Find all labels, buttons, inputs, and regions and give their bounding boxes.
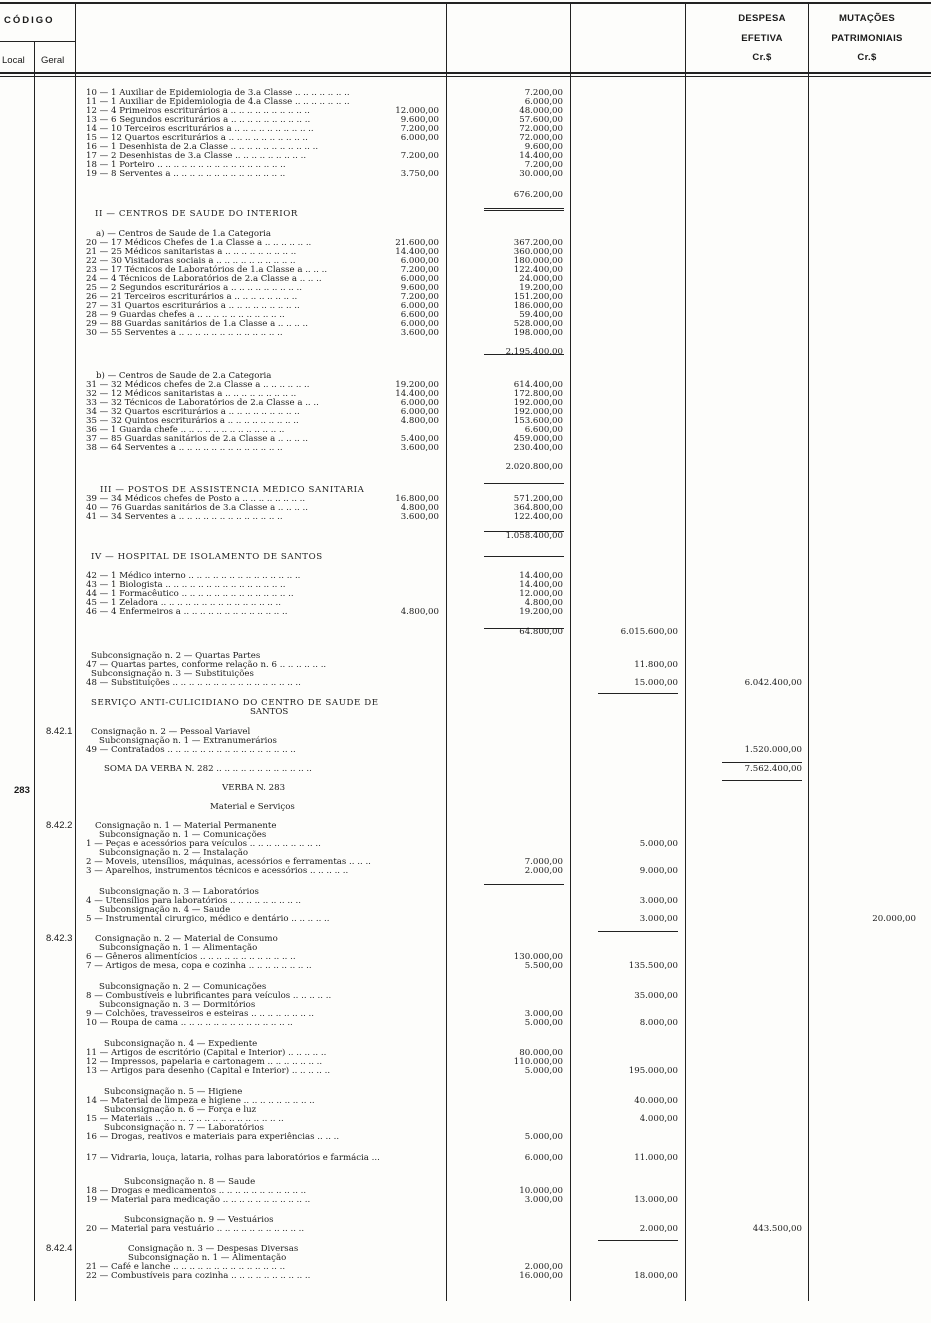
line-label: Subconsignação n. 4 — Saude <box>99 905 231 915</box>
despesa-heading-2: EFETIVA <box>741 33 783 44</box>
amount-c1: 21.600,00 <box>395 238 439 248</box>
amount-c2: 19.200,00 <box>519 607 563 617</box>
amount-c2: 9.600,00 <box>524 142 563 152</box>
amount-c1: 3.600,00 <box>400 328 439 338</box>
line-label: 37 — 85 Guardas sanitários de 2.a Classe a .. .. .. .. <box>86 434 308 444</box>
line-label: 18 — Drogas e medicamentos .. .. .. .. .. .. .. .. .. .. .. <box>86 1186 307 1196</box>
line-label: 44 — 1 Formacêutico .. .. .. .. .. .. .. .. .. .. .. .. .. .. <box>86 589 294 599</box>
sum-rule <box>484 208 564 209</box>
line-label: 14 — Material de limpeza e higiene .. .. .. .. .. .. .. .. .. <box>86 1096 315 1106</box>
sum-rule <box>484 483 564 484</box>
amount-c2: 48.000,00 <box>519 106 563 116</box>
line-label: Subconsignação n. 1 — Comunicações <box>99 830 267 840</box>
line-label: 8 — Combustíveis e lubrificantes para veículos .. .. .. .. .. <box>86 991 332 1001</box>
sum-rule <box>484 884 564 885</box>
line-label: 24 — 4 Técnicos de Laboratórios de 2.a Classe a .. .. .. <box>86 274 322 284</box>
line-label: III — POSTOS DE ASSISTÊNCIA MÉDICO SANITÁRIA <box>100 485 365 495</box>
amount-c1: 6.000,00 <box>400 319 439 329</box>
line-label: Consignação n. 3 — Despesas Diversas <box>128 1244 299 1254</box>
amount-c3: 5.000,00 <box>639 839 678 849</box>
amount-c2: 57.600,00 <box>519 115 563 125</box>
amount-c2: 7.200,00 <box>524 88 563 98</box>
top-rule <box>0 2 931 4</box>
line-label: 25 — 2 Segundos escriturários a .. .. .. .. .. .. .. .. .. <box>86 283 302 293</box>
line-label: 6 — Gêneros alimentícios .. .. .. .. .. .. .. .. .. .. .. .. <box>86 952 296 962</box>
amount-c2: 59.400,00 <box>519 310 563 320</box>
amount-c2: 30.000,00 <box>519 169 563 179</box>
line-label: 16 — 1 Desenhista de 2.a Classe .. .. .. .. .. .. .. .. .. .. .. <box>86 142 319 152</box>
amount-c2: 5.000,00 <box>524 1132 563 1142</box>
line-label: 46 — 4 Enfermeiros a .. .. .. .. .. .. .. .. .. .. .. .. .. <box>86 607 288 617</box>
amount-c1: 6.600,00 <box>400 310 439 320</box>
line-label: 30 — 55 Serventes a .. .. .. .. .. .. .. .. .. .. .. .. .. <box>86 328 283 338</box>
code-geral: 8.42.4 <box>46 1243 73 1254</box>
amount-c2: 459.000,00 <box>513 434 563 444</box>
amount-c2: 571.200,00 <box>513 494 563 504</box>
amount-c1: 6.000,00 <box>400 398 439 408</box>
mutacoes-heading-1: MUTAÇÕES <box>838 13 896 24</box>
line-label: 31 — 32 Médicos chefes de 2.a Classe a .. .. .. .. .. .. <box>86 380 310 390</box>
line-label: 18 — 1 Porteiro .. .. .. .. .. .. .. .. .. .. .. .. .. .. .. .. <box>86 160 286 170</box>
amount-c2: 6.600,00 <box>524 425 563 435</box>
amount-c2: 3.000,00 <box>524 1009 563 1019</box>
column-rule-c2 <box>570 4 571 1301</box>
mutacoes-heading-2: PATRIMONIAIS <box>831 33 903 44</box>
amount-c2: 192.000,00 <box>513 398 563 408</box>
sum-rule <box>598 693 678 694</box>
sum-rule <box>484 556 564 557</box>
line-label: Subconsignação n. 4 — Expediente <box>104 1039 258 1049</box>
column-rule-c4 <box>808 4 809 1301</box>
line-label: 27 — 31 Quartos escriturários a .. .. .. .. .. .. .. .. .. <box>86 301 300 311</box>
line-label: Subconsignação n. 2 — Comunicações <box>99 982 267 992</box>
line-label: 36 — 1 Guarda chefe .. .. .. .. .. .. .. .. .. .. .. .. .. <box>86 425 285 435</box>
amount-c2: 110.000,00 <box>513 1057 563 1067</box>
header-bottom-rule <box>0 72 931 74</box>
amount-c2: 676.200,00 <box>513 190 563 200</box>
local-heading: Local <box>2 55 25 66</box>
code-local: 283 <box>14 785 30 796</box>
amount-c2: 614.400,00 <box>513 380 563 390</box>
line-label: 16 — Drogas, reativos e materiais para experiências .. .. .. <box>86 1132 340 1142</box>
line-label: Consignação n. 2 — Material de Consumo <box>95 934 278 944</box>
line-label: SERVIÇO ANTI-CULICIDIANO DO CENTRO DE SAUDE DE <box>91 698 379 708</box>
amount-c3: 3.000,00 <box>639 914 678 924</box>
header-bottom-rule-2 <box>0 76 931 77</box>
line-label: 21 — 25 Médicos sanitaristas a .. .. .. .. .. .. .. .. .. <box>86 247 297 257</box>
amount-c2: 14.400,00 <box>519 151 563 161</box>
amount-c4: 443.500,00 <box>752 1224 802 1234</box>
line-label: 38 — 64 Serventes a .. .. .. .. .. .. .. .. .. .. .. .. .. <box>86 443 283 453</box>
line-label: 20 — Material para vestuário .. .. .. .. .. .. .. .. .. .. .. <box>86 1224 305 1234</box>
line-label: 17 — Vidraria, louça, lataria, rolhas para laboratórios e farmácia ... <box>86 1153 380 1163</box>
line-label: 45 — 1 Zeladora .. .. .. .. .. .. .. .. .. .. .. .. .. .. .. <box>86 598 281 608</box>
column-rule-c3 <box>685 4 686 1301</box>
amount-c3: 13.000,00 <box>634 1195 678 1205</box>
line-label: Subconsignação n. 3 — Laboratórios <box>99 887 259 897</box>
sum-rule <box>722 780 802 781</box>
amount-c2: 5.500,00 <box>524 961 563 971</box>
line-label: 3 — Aparelhos, instrumentos técnicos e acessórios .. .. .. .. .. <box>86 866 349 876</box>
sum-rule <box>722 762 802 763</box>
line-label: 22 — Combustíveis para cozinha .. .. .. .. .. .. .. .. .. .. <box>86 1271 311 1281</box>
line-label: Subconsignação n. 3 — Substituições <box>91 669 254 679</box>
amount-c1: 12.000,00 <box>395 106 439 116</box>
line-label: 41 — 34 Serventes a .. .. .. .. .. .. .. .. .. .. .. .. .. <box>86 512 283 522</box>
line-label: II — CENTROS DE SAUDE DO INTERIOR <box>95 209 298 219</box>
amount-c2: 367.200,00 <box>513 238 563 248</box>
amount-c2: 6.000,00 <box>524 97 563 107</box>
line-label: SOMA DA VERBA N. 282 .. .. .. .. .. .. .. .. .. .. .. .. <box>104 764 312 774</box>
line-label: 4 — Utensílios para laboratórios .. .. .. .. .. .. .. .. .. <box>86 896 302 906</box>
amount-c3: 3.000,00 <box>639 896 678 906</box>
line-label: 34 — 32 Quartos escriturários a .. .. .. .. .. .. .. .. .. <box>86 407 300 417</box>
amount-c3: 6.015.600,00 <box>620 627 678 637</box>
line-label: a) — Centros de Saude de 1.a Categoria <box>96 229 272 239</box>
amount-c1: 6.000,00 <box>400 407 439 417</box>
line-label: 11 — Artigos de escritório (Capital e Interior) .. .. .. .. .. <box>86 1048 327 1058</box>
line-label: VERBA N. 283 <box>222 783 286 793</box>
line-label: 47 — Quartas partes, conforme relação n. 6 .. .. .. .. .. .. <box>86 660 327 670</box>
amount-c3: 11.000,00 <box>634 1153 678 1163</box>
line-label: 17 — 2 Desenhistas de 3.a Classe .. .. .. .. .. .. .. .. .. <box>86 151 307 161</box>
amount-c1: 7.200,00 <box>400 124 439 134</box>
amount-c2: 122.400,00 <box>513 512 563 522</box>
amount-c3: 18.000,00 <box>634 1271 678 1281</box>
amount-c1: 16.800,00 <box>395 494 439 504</box>
amount-c2: 230.400,00 <box>513 443 563 453</box>
amount-c2: 19.200,00 <box>519 283 563 293</box>
sum-rule <box>484 210 564 211</box>
amount-c2: 2.000,00 <box>524 1262 563 1272</box>
amount-c3: 40.000,00 <box>634 1096 678 1106</box>
amount-c1: 9.600,00 <box>400 283 439 293</box>
code-geral: 8.42.1 <box>46 726 73 737</box>
amount-c1: 14.400,00 <box>395 389 439 399</box>
line-label: 15 — Materiais .. .. .. .. .. .. .. .. .. .. .. .. .. .. .. .. <box>86 1114 284 1124</box>
amount-c3: 15.000,00 <box>634 678 678 688</box>
amount-c4: 1.520.000,00 <box>744 745 802 755</box>
line-label: 42 — 1 Médico interno .. .. .. .. .. .. .. .. .. .. .. .. .. .. <box>86 571 301 581</box>
line-label: 9 — Colchões, travesseiros e esteiras .. .. .. .. .. .. .. .. <box>86 1009 315 1019</box>
amount-c2: 151.200,00 <box>513 292 563 302</box>
column-rule-geral <box>75 4 76 1301</box>
amount-c2: 7.000,00 <box>524 857 563 867</box>
amount-c2: 7.200,00 <box>524 160 563 170</box>
amount-c1: 4.800,00 <box>400 503 439 513</box>
sum-rule <box>598 931 678 932</box>
line-label: 13 — 6 Segundos escriturários a .. .. .. .. .. .. .. .. .. .. <box>86 115 311 125</box>
amount-c2: 12.000,00 <box>519 589 563 599</box>
amount-c4: 7.562.400,00 <box>744 764 802 774</box>
line-label: 21 — Café e lanche .. .. .. .. .. .. .. .. .. .. .. .. .. .. <box>86 1262 286 1272</box>
amount-c2: 364.800,00 <box>513 503 563 513</box>
amount-c2: 80.000,00 <box>519 1048 563 1058</box>
amount-c3: 8.000,00 <box>639 1018 678 1028</box>
line-label: Subconsignação n. 3 — Dormitórios <box>99 1000 256 1010</box>
line-label: 32 — 12 Médicos sanitaristas a .. .. .. .. .. .. .. .. .. <box>86 389 297 399</box>
line-label: 12 — 4 Primeiros escriturários a .. .. .. .. .. .. .. .. .. .. <box>86 106 310 116</box>
line-label: 19 — Material para medicação .. .. .. .. .. .. .. .. .. .. .. <box>86 1195 311 1205</box>
amount-c2: 10.000,00 <box>519 1186 563 1196</box>
amount-c1: 9.600,00 <box>400 115 439 125</box>
amount-c5: 20.000,00 <box>872 914 916 924</box>
line-label: 13 — Artigos para desenho (Capital e Interior) .. .. .. .. .. <box>86 1066 331 1076</box>
line-label: Material e Serviços <box>210 802 295 812</box>
amount-c2: 130.000,00 <box>513 952 563 962</box>
amount-c3: 9.000,00 <box>639 866 678 876</box>
amount-c1: 6.000,00 <box>400 301 439 311</box>
line-label: Subconsignação n. 1 — Alimentação <box>99 943 258 953</box>
line-label: 33 — 32 Técnicos de Laboratórios de 2.a Classe a .. .. <box>86 398 319 408</box>
line-label: 10 — 1 Auxiliar de Epidemiologia de 3.a Classe .. .. .. .. .. .. .. <box>86 88 350 98</box>
line-label: 43 — 1 Biologista .. .. .. .. .. .. .. .. .. .. .. .. .. .. .. <box>86 580 286 590</box>
amount-c2: 14.400,00 <box>519 571 563 581</box>
amount-c3: 2.000,00 <box>639 1224 678 1234</box>
amount-c1: 3.600,00 <box>400 443 439 453</box>
amount-c3: 4.000,00 <box>639 1114 678 1124</box>
line-label: Subconsignação n. 2 — Quartas Partes <box>91 651 261 661</box>
amount-c1: 6.000,00 <box>400 256 439 266</box>
despesa-heading-1: DESPESA <box>738 13 786 24</box>
line-label: 1 — Peças e acessórios para veículos .. .. .. .. .. .. .. .. .. <box>86 839 321 849</box>
amount-c2: 2.020.800,00 <box>505 462 563 472</box>
line-label: SANTOS <box>250 707 289 717</box>
line-label: 23 — 17 Técnicos de Laboratórios de 1.a Classe a .. .. .. <box>86 265 328 275</box>
line-label: Subconsignação n. 6 — Força e luz <box>104 1105 257 1115</box>
line-label: 28 — 9 Guardas chefes a .. .. .. .. .. .. .. .. .. .. .. <box>86 310 285 320</box>
line-label: Subconsignação n. 8 — Saude <box>124 1177 256 1187</box>
line-label: 35 — 32 Quintos escriturários a .. .. .. .. .. .. .. .. .. <box>86 416 299 426</box>
line-label: 26 — 21 Terceiros escriturários a .. .. .. .. .. .. .. .. <box>86 292 298 302</box>
amount-c1: 6.000,00 <box>400 274 439 284</box>
amount-c1: 7.200,00 <box>400 151 439 161</box>
amount-c1: 3.750,00 <box>400 169 439 179</box>
amount-c2: 4.800,00 <box>524 598 563 608</box>
amount-c2: 180.000,00 <box>513 256 563 266</box>
amount-c2: 5.000,00 <box>524 1066 563 1076</box>
amount-c2: 186.000,00 <box>513 301 563 311</box>
amount-c1: 5.400,00 <box>400 434 439 444</box>
line-label: Consignação n. 1 — Material Permanente <box>95 821 277 831</box>
mutacoes-heading-3: Cr.$ <box>857 52 877 63</box>
line-label: 14 — 10 Terceiros escriturários a .. .. .. .. .. .. .. .. .. .. <box>86 124 314 134</box>
amount-c1: 14.400,00 <box>395 247 439 257</box>
line-label: b) — Centros de Saude de 2.a Categoria <box>96 371 272 381</box>
amount-c2: 153.600,00 <box>513 416 563 426</box>
line-label: Subconsignação n. 7 — Laboratórios <box>104 1123 264 1133</box>
code-geral: 8.42.3 <box>46 933 73 944</box>
line-label: Subconsignação n. 5 — Higiene <box>104 1087 243 1097</box>
line-label: 29 — 88 Guardas sanitários de 1.a Classe a .. .. .. .. <box>86 319 308 329</box>
line-label: Subconsignação n. 1 — Alimentação <box>128 1253 287 1263</box>
codigo-sub-rule <box>0 41 75 42</box>
amount-c1: 4.800,00 <box>400 607 439 617</box>
column-rule-local <box>34 41 35 1301</box>
amount-c3: 35.000,00 <box>634 991 678 1001</box>
amount-c3: 135.500,00 <box>628 961 678 971</box>
line-label: 20 — 17 Médicos Chefes de 1.a Classe a .. .. .. .. .. .. <box>86 238 312 248</box>
line-label: 39 — 34 Médicos chefes de Posto a .. .. .. .. .. .. .. .. <box>86 494 306 504</box>
amount-c1: 4.800,00 <box>400 416 439 426</box>
line-label: 2 — Moveis, utensílios, máquinas, acessórios e ferramentas .. .. .. <box>86 857 371 867</box>
line-label: Subconsignação n. 2 — Instalação <box>99 848 249 858</box>
geral-heading: Geral <box>41 55 65 66</box>
line-label: 7 — Artigos de mesa, copa e cozinha .. .. .. .. .. .. .. .. <box>86 961 312 971</box>
amount-c2: 1.058.400,00 <box>505 531 563 541</box>
amount-c3: 11.800,00 <box>634 660 678 670</box>
line-label: 22 — 30 Visitadoras sociais a .. .. .. .. .. .. .. .. .. .. <box>86 256 296 266</box>
amount-c2: 528.000,00 <box>513 319 563 329</box>
amount-c2: 122.400,00 <box>513 265 563 275</box>
amount-c2: 2.000,00 <box>524 866 563 876</box>
line-label: 48 — Substituições .. .. .. .. .. .. .. .. .. .. .. .. .. .. .. .. <box>86 678 301 688</box>
line-label: Subconsignação n. 9 — Vestuários <box>124 1215 274 1225</box>
line-label: 12 — Impressos, papelaria e cartonagem .. .. .. .. .. .. .. <box>86 1057 323 1067</box>
amount-c2: 2.195.400,00 <box>505 347 563 357</box>
amount-c1: 19.200,00 <box>395 380 439 390</box>
amount-c1: 7.200,00 <box>400 292 439 302</box>
amount-c2: 5.000,00 <box>524 1018 563 1028</box>
amount-c1: 7.200,00 <box>400 265 439 275</box>
code-geral: 8.42.2 <box>46 820 73 831</box>
amount-c2: 64.800,00 <box>519 627 563 637</box>
amount-c2: 16.000,00 <box>519 1271 563 1281</box>
line-label: 40 — 76 Guardas sanitários de 3.a Classe a .. .. .. .. <box>86 503 308 513</box>
amount-c2: 3.000,00 <box>524 1195 563 1205</box>
amount-c2: 6.000,00 <box>524 1153 563 1163</box>
amount-c2: 24.000,00 <box>519 274 563 284</box>
amount-c1: 6.000,00 <box>400 133 439 143</box>
line-label: 5 — Instrumental cirurgico, médico e dentário .. .. .. .. .. <box>86 914 330 924</box>
amount-c2: 192.000,00 <box>513 407 563 417</box>
line-label: 49 — Contratados .. .. .. .. .. .. .. .. .. .. .. .. .. .. .. .. <box>86 745 296 755</box>
codigo-heading: CÓDIGO <box>4 15 55 26</box>
amount-c2: 360.000,00 <box>513 247 563 257</box>
line-label: IV — HOSPITAL DE ISOLAMENTO DE SANTOS <box>91 552 323 562</box>
amount-c2: 72.000,00 <box>519 133 563 143</box>
sum-rule <box>598 1240 678 1241</box>
amount-c4: 6.042.400,00 <box>744 678 802 688</box>
amount-c2: 198.000,00 <box>513 328 563 338</box>
line-label: 19 — 8 Serventes a .. .. .. .. .. .. .. .. .. .. .. .. .. .. <box>86 169 286 179</box>
despesa-heading-3: Cr.$ <box>752 52 772 63</box>
line-label: Subconsignação n. 1 — Extranumerários <box>99 736 277 746</box>
amount-c2: 14.400,00 <box>519 580 563 590</box>
line-label: 15 — 12 Quartos escriturários a .. .. .. .. .. .. .. .. .. .. <box>86 133 308 143</box>
line-label: 11 — 1 Auxiliar de Epidemiologia de 4.a Classe .. .. .. .. .. .. .. <box>86 97 350 107</box>
amount-c2: 72.000,00 <box>519 124 563 134</box>
column-rule-desc <box>446 4 447 1301</box>
amount-c3: 195.000,00 <box>628 1066 678 1076</box>
line-label: Consignação n. 2 — Pessoal Variavel <box>91 727 251 737</box>
amount-c1: 3.600,00 <box>400 512 439 522</box>
line-label: 10 — Roupa de cama .. .. .. .. .. .. .. .. .. .. .. .. .. .. <box>86 1018 293 1028</box>
amount-c2: 172.800,00 <box>513 389 563 399</box>
